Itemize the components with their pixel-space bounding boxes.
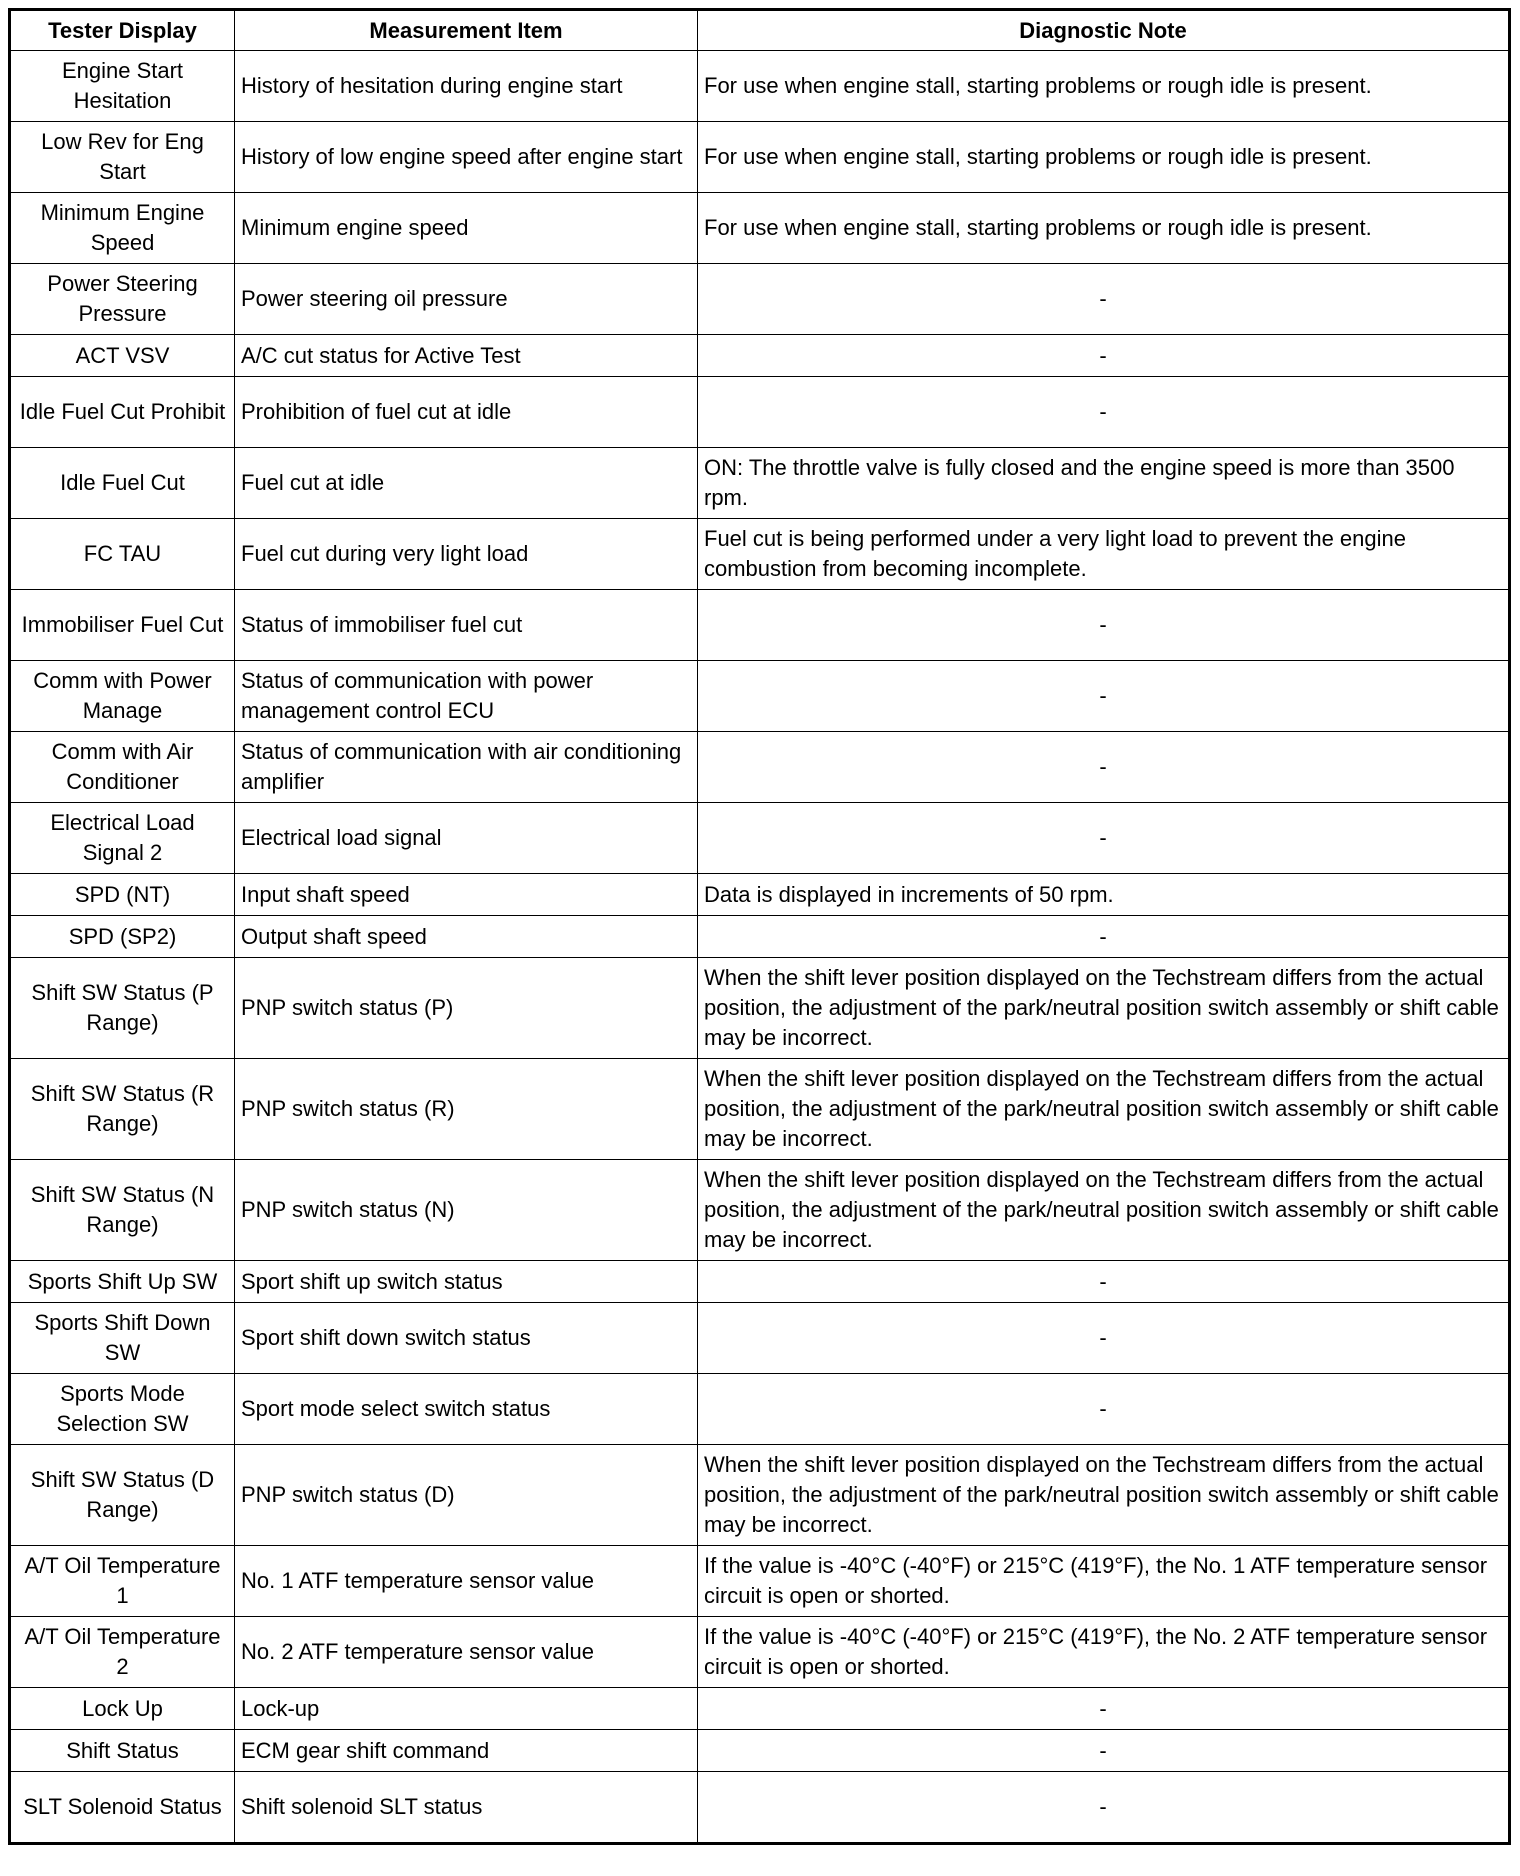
- diagnostic-note-cell: If the value is -40°C (-40°F) or 215°C (419°F), the No. 1 ATF temperature sensor circuit is open or shorted.: [698, 1546, 1510, 1617]
- table-row: [10, 732, 1510, 803]
- measurement-item-cell: PNP switch status (R): [235, 1059, 698, 1160]
- diagnostic-note-cell: If the value is -40°C (-40°F) or 215°C (419°F), the No. 2 ATF temperature sensor circuit is open or shorted.: [698, 1617, 1510, 1688]
- diagnostic-note-cell: -: [698, 264, 1510, 335]
- tester-display-cell: A/T Oil Temperature 2: [10, 1617, 235, 1688]
- table-row: [10, 1160, 1510, 1261]
- diagnostic-note-cell: Fuel cut is being performed under a very light load to prevent the engine combustion from becoming incomplete.: [698, 519, 1510, 590]
- diagnostic-note-cell: -: [698, 590, 1510, 661]
- measurement-item-cell: Electrical load signal: [235, 803, 698, 874]
- data-list-document: [8, 8, 1508, 1845]
- header-diagnostic-note: Diagnostic Note: [698, 10, 1510, 51]
- data-list-table: [8, 8, 1511, 1845]
- measurement-item-cell: A/C cut status for Active Test: [235, 335, 698, 377]
- tester-display-cell: Sports Shift Down SW: [10, 1303, 235, 1374]
- table-row: [10, 803, 1510, 874]
- tester-display-cell: Shift SW Status (N Range): [10, 1160, 235, 1261]
- table-row: [10, 193, 1510, 264]
- measurement-item-cell: Status of communication with air conditioning amplifier: [235, 732, 698, 803]
- diagnostic-note-cell: -: [698, 803, 1510, 874]
- diagnostic-note-cell: Data is displayed in increments of 50 rpm.: [698, 874, 1510, 916]
- table-row: [10, 1261, 1510, 1303]
- tester-display-cell: Electrical Load Signal 2: [10, 803, 235, 874]
- table-row: [10, 1617, 1510, 1688]
- header-tester-display: Tester Display: [10, 10, 235, 51]
- measurement-item-cell: Shift solenoid SLT status: [235, 1772, 698, 1844]
- table-row: [10, 1303, 1510, 1374]
- table-row: [10, 377, 1510, 448]
- measurement-item-cell: Fuel cut during very light load: [235, 519, 698, 590]
- measurement-item-cell: Status of immobiliser fuel cut: [235, 590, 698, 661]
- table-row: [10, 519, 1510, 590]
- tester-display-cell: SLT Solenoid Status: [10, 1772, 235, 1844]
- tester-display-cell: SPD (NT): [10, 874, 235, 916]
- tester-display-cell: Shift SW Status (P Range): [10, 958, 235, 1059]
- measurement-item-cell: History of low engine speed after engine start: [235, 122, 698, 193]
- table-row: [10, 1546, 1510, 1617]
- tester-display-cell: ACT VSV: [10, 335, 235, 377]
- diagnostic-note-cell: When the shift lever position displayed on the Techstream differs from the actual position, the adjustment of the park/neutral position switch assembly or shift cable may be incorrect.: [698, 1160, 1510, 1261]
- table-row: [10, 1374, 1510, 1445]
- diagnostic-note-cell: For use when engine stall, starting problems or rough idle is present.: [698, 193, 1510, 264]
- table-row: [10, 51, 1510, 122]
- tester-display-cell: Shift SW Status (D Range): [10, 1445, 235, 1546]
- diagnostic-note-cell: -: [698, 916, 1510, 958]
- table-row: [10, 661, 1510, 732]
- tester-display-cell: FC TAU: [10, 519, 235, 590]
- tester-display-cell: Engine Start Hesitation: [10, 51, 235, 122]
- measurement-item-cell: Sport shift down switch status: [235, 1303, 698, 1374]
- tester-display-cell: Shift SW Status (R Range): [10, 1059, 235, 1160]
- diagnostic-note-cell: -: [698, 1261, 1510, 1303]
- diagnostic-note-cell: For use when engine stall, starting problems or rough idle is present.: [698, 51, 1510, 122]
- table-row: [10, 335, 1510, 377]
- tester-display-cell: Immobiliser Fuel Cut: [10, 590, 235, 661]
- measurement-item-cell: Power steering oil pressure: [235, 264, 698, 335]
- measurement-item-cell: No. 2 ATF temperature sensor value: [235, 1617, 698, 1688]
- tester-display-cell: SPD (SP2): [10, 916, 235, 958]
- tester-display-cell: Sports Shift Up SW: [10, 1261, 235, 1303]
- diagnostic-note-cell: -: [698, 1374, 1510, 1445]
- measurement-item-cell: Minimum engine speed: [235, 193, 698, 264]
- tester-display-cell: Lock Up: [10, 1688, 235, 1730]
- measurement-item-cell: No. 1 ATF temperature sensor value: [235, 1546, 698, 1617]
- table-body: [10, 51, 1510, 1844]
- tester-display-cell: Sports Mode Selection SW: [10, 1374, 235, 1445]
- measurement-item-cell: Fuel cut at idle: [235, 448, 698, 519]
- diagnostic-note-cell: -: [698, 377, 1510, 448]
- diagnostic-note-cell: -: [698, 1303, 1510, 1374]
- diagnostic-note-cell: -: [698, 1688, 1510, 1730]
- table-row: [10, 958, 1510, 1059]
- tester-display-cell: Low Rev for Eng Start: [10, 122, 235, 193]
- measurement-item-cell: History of hesitation during engine start: [235, 51, 698, 122]
- diagnostic-note-cell: When the shift lever position displayed on the Techstream differs from the actual position, the adjustment of the park/neutral position switch assembly or shift cable may be incorrect.: [698, 1445, 1510, 1546]
- table-row: [10, 264, 1510, 335]
- table-row: [10, 1772, 1510, 1844]
- tester-display-cell: Power Steering Pressure: [10, 264, 235, 335]
- table-row: [10, 1445, 1510, 1546]
- measurement-item-cell: Output shaft speed: [235, 916, 698, 958]
- header-row: [10, 10, 1510, 51]
- diagnostic-note-cell: When the shift lever position displayed on the Techstream differs from the actual position, the adjustment of the park/neutral position switch assembly or shift cable may be incorrect.: [698, 1059, 1510, 1160]
- table-row: [10, 590, 1510, 661]
- diagnostic-note-cell: -: [698, 1772, 1510, 1844]
- header-measurement-item: Measurement Item: [235, 10, 698, 51]
- table-row: [10, 1730, 1510, 1772]
- table-header: [10, 10, 1510, 51]
- diagnostic-note-cell: When the shift lever position displayed on the Techstream differs from the actual position, the adjustment of the park/neutral position switch assembly or shift cable may be incorrect.: [698, 958, 1510, 1059]
- measurement-item-cell: Input shaft speed: [235, 874, 698, 916]
- diagnostic-note-cell: -: [698, 1730, 1510, 1772]
- measurement-item-cell: Sport shift up switch status: [235, 1261, 698, 1303]
- diagnostic-note-cell: For use when engine stall, starting problems or rough idle is present.: [698, 122, 1510, 193]
- table-row: [10, 1688, 1510, 1730]
- diagnostic-note-cell: ON: The throttle valve is fully closed and the engine speed is more than 3500 rpm.: [698, 448, 1510, 519]
- measurement-item-cell: PNP switch status (D): [235, 1445, 698, 1546]
- table-row: [10, 916, 1510, 958]
- diagnostic-note-cell: -: [698, 732, 1510, 803]
- table-row: [10, 122, 1510, 193]
- table-row: [10, 1059, 1510, 1160]
- tester-display-cell: Idle Fuel Cut Prohibit: [10, 377, 235, 448]
- measurement-item-cell: PNP switch status (P): [235, 958, 698, 1059]
- diagnostic-note-cell: -: [698, 661, 1510, 732]
- measurement-item-cell: Status of communication with power management control ECU: [235, 661, 698, 732]
- measurement-item-cell: Prohibition of fuel cut at idle: [235, 377, 698, 448]
- table-row: [10, 448, 1510, 519]
- table-row: [10, 874, 1510, 916]
- tester-display-cell: Comm with Air Conditioner: [10, 732, 235, 803]
- measurement-item-cell: ECM gear shift command: [235, 1730, 698, 1772]
- measurement-item-cell: PNP switch status (N): [235, 1160, 698, 1261]
- measurement-item-cell: Lock-up: [235, 1688, 698, 1730]
- tester-display-cell: Shift Status: [10, 1730, 235, 1772]
- tester-display-cell: Minimum Engine Speed: [10, 193, 235, 264]
- diagnostic-note-cell: -: [698, 335, 1510, 377]
- tester-display-cell: Comm with Power Manage: [10, 661, 235, 732]
- measurement-item-cell: Sport mode select switch status: [235, 1374, 698, 1445]
- tester-display-cell: A/T Oil Temperature 1: [10, 1546, 235, 1617]
- tester-display-cell: Idle Fuel Cut: [10, 448, 235, 519]
